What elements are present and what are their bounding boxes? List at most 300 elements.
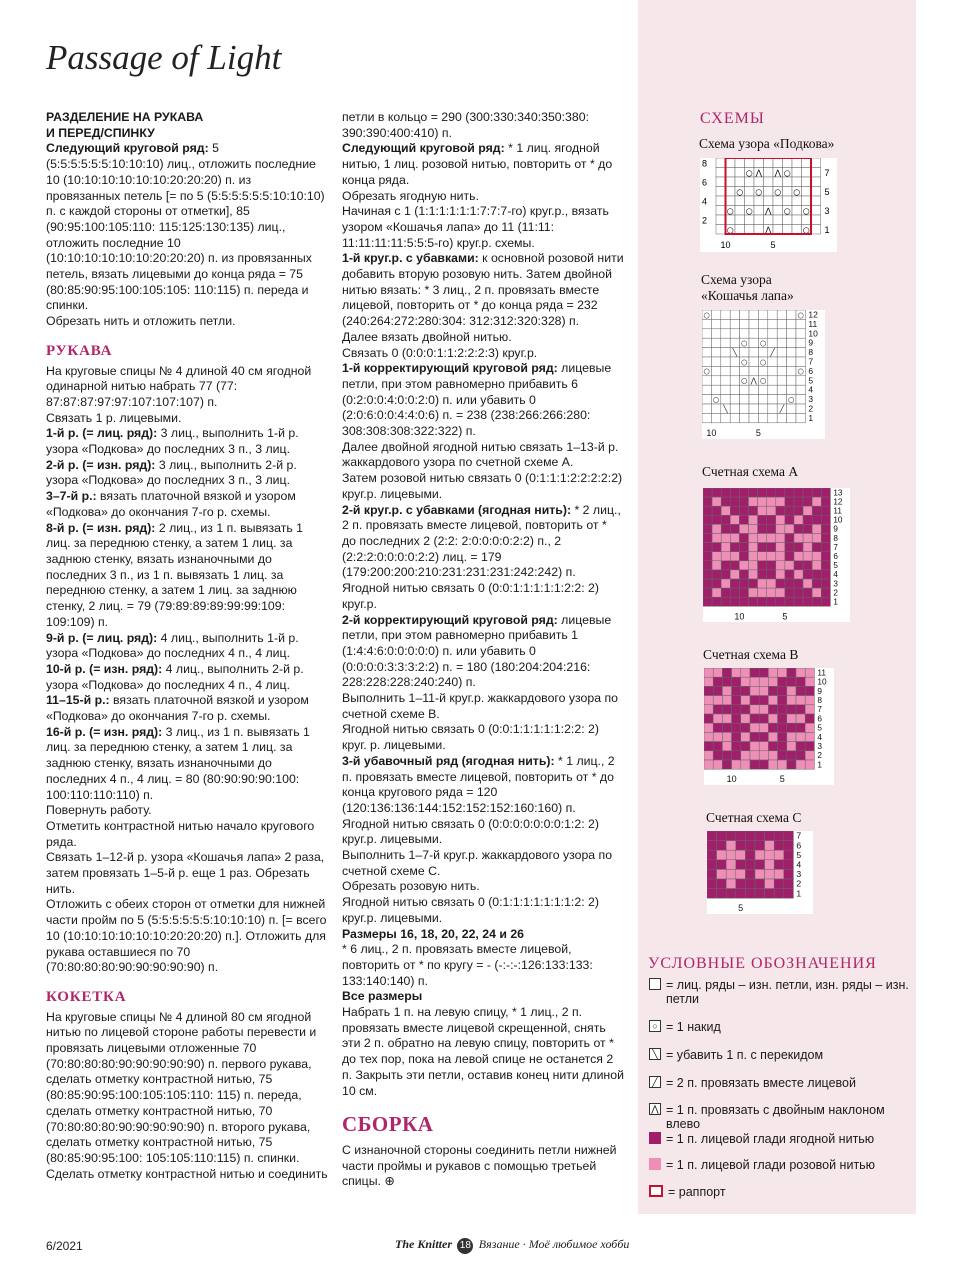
column-label: 5 (782, 611, 788, 622)
row-label: 7 (808, 356, 814, 367)
chart-cell (703, 497, 712, 506)
paragraph (46, 411, 328, 427)
chart-cell (713, 714, 722, 723)
chart-cell (739, 588, 748, 597)
chart-cell (716, 187, 726, 197)
chart-cell (803, 524, 812, 533)
chart-cell (721, 338, 730, 347)
chart-cell (722, 723, 731, 732)
paragraph (342, 346, 624, 362)
stitch-symbol: ╲ (723, 404, 728, 414)
chart-cell (703, 524, 712, 533)
pink-icon (649, 1158, 661, 1170)
chart-cell (802, 158, 812, 168)
paragraph-text: Ягодной нитью связать 0 (0:0:1:1:1:1:1:2:2: 2) круг. р. лицевыми. (342, 722, 599, 753)
row-label: 10 (833, 515, 843, 525)
chart-cell (796, 395, 805, 404)
row-label: 6 (796, 840, 802, 851)
chart-cell (776, 543, 785, 552)
column-label: 10 (720, 240, 731, 250)
chart-cell (812, 524, 821, 533)
chart-cell (787, 366, 796, 375)
chart-cell (704, 705, 713, 714)
chart-cell (802, 187, 812, 197)
chart-cell (721, 552, 730, 561)
chart-cell (736, 860, 746, 870)
chart-b (704, 668, 834, 785)
chart-cell (739, 543, 748, 552)
chart-cell (726, 215, 736, 225)
chart-cell (758, 413, 767, 422)
chart-cell (730, 488, 739, 497)
chart-cell (704, 751, 713, 760)
chart-cell (711, 329, 720, 338)
chart-cell (754, 225, 764, 235)
subheading: И ПЕРЕД/СПИНКУ (46, 125, 155, 140)
chart-cell (783, 196, 793, 206)
legend-label: = лиц. ряды – изн. петли, изн. ряды – изн. петли (666, 978, 909, 1006)
row-label: 4 (796, 859, 802, 870)
chart-cell (721, 597, 730, 606)
chart-cell (794, 506, 803, 515)
paragraph-text: С изнаночной стороны соединить петли нижней части проймы и рукавов с помощью третьей спицы. ⊕ (342, 1143, 617, 1189)
chart-cell (717, 889, 727, 899)
chart-cell (764, 215, 774, 225)
chart-cell (787, 732, 796, 741)
paragraph-text: 2 лиц., из 1 п. вывязать 1 лиц. за переднюю стенку, а затем 1 лиц. за заднюю стенку, вязать изнаночными до последних 3 п., из 1 п. вывязать 1 лиц. за переднюю стенку, а затем 1 лиц. за заднюю стенку, 2 лиц. = 79 (79:89:89:89:99:99:109: 109:109) п. (46, 520, 304, 629)
chart-cell (713, 696, 722, 705)
chart-cell (739, 488, 748, 497)
chart-cell (721, 385, 730, 394)
chart-cell (702, 385, 711, 394)
paragraph (342, 189, 624, 205)
chart-cell (730, 310, 739, 319)
chart-cell (740, 385, 749, 394)
chart-cell (745, 879, 755, 889)
text-column-left (46, 110, 328, 1182)
chart-cell (787, 677, 796, 686)
chart-cell (803, 506, 812, 515)
chart-cell (703, 588, 712, 597)
chart-cell (805, 677, 814, 686)
row-label: 3 (824, 206, 830, 217)
chart-cell (749, 366, 758, 375)
stitch-symbol: ○ (759, 338, 767, 348)
row-label: 6 (808, 365, 814, 376)
chart-cell (716, 215, 726, 225)
chart-cell (758, 497, 767, 506)
chart-cell (803, 588, 812, 597)
chart-cell (736, 869, 746, 879)
paragraph-text: * 6 лиц., 2 п. провязать вместе лицевой, повторить от * по кругу = - (-:-:-:126:133:133: 133:140:140) п. (342, 942, 593, 988)
chart-cell (768, 723, 777, 732)
paragraph (342, 1005, 624, 1099)
chart-cell (703, 579, 712, 588)
chart-cell (821, 497, 830, 506)
chart-cell (758, 385, 767, 394)
chart-cell (712, 579, 721, 588)
chart-cell (765, 869, 775, 879)
chart-cell (741, 714, 750, 723)
chart-cell (732, 668, 741, 677)
chart-cell (777, 366, 786, 375)
chart-cell (787, 329, 796, 338)
chart-cell (711, 338, 720, 347)
chart-cell (778, 705, 787, 714)
chart-cell (796, 413, 805, 422)
chart-cell (796, 668, 805, 677)
row-label: 8 (833, 533, 838, 543)
row-label: 3 (808, 394, 814, 405)
chart-cell (749, 524, 758, 533)
chart-cell (773, 196, 783, 206)
chart-cell (749, 395, 758, 404)
paragraph (46, 314, 328, 330)
chart-cell (730, 524, 739, 533)
magazine-tagline: Вязание · Моё любимое хобби (478, 1237, 630, 1251)
chart-cell (730, 338, 739, 347)
chart-cell (702, 395, 711, 404)
chart-cell (785, 588, 794, 597)
magazine-name: The Knitter (395, 1237, 453, 1251)
stitch-symbol: ⋀ (764, 206, 772, 216)
chart-cell (726, 177, 736, 187)
chart-cell (749, 357, 758, 366)
chart-cell (740, 366, 749, 375)
chart-cell (749, 588, 758, 597)
stitch-symbol: ○ (802, 225, 810, 235)
chart-cell (741, 677, 750, 686)
chart-cell (759, 696, 768, 705)
paragraph (342, 440, 624, 471)
paragraph-text: На круговые спицы № 4 длиной 40 см ягодной одинарной нитью набрать 77 (77: 87:87:87:97:97:107:107:107) п. (46, 363, 312, 409)
chart-cell (712, 506, 721, 515)
chart-cell (740, 413, 749, 422)
chart-cell (707, 860, 717, 870)
chart-cell (759, 723, 768, 732)
issue-date: 6/2021 (46, 1239, 83, 1253)
chart-cell (735, 206, 745, 216)
chart-cell (745, 869, 755, 879)
section-heading: РУКАВА (46, 342, 113, 359)
paragraph-text: петли в кольцо = 290 (300:330:340:350:380: 390:390:400:410) п. (342, 110, 589, 140)
chart-cell (767, 588, 776, 597)
paragraph-text: Связать 0 (0:0:0:1:1:2:2:2:3) круг.р. (342, 345, 538, 360)
chart-cell (722, 732, 731, 741)
paragraph (46, 693, 328, 724)
double-dec-icon: ⋀ (649, 1103, 661, 1115)
chart-cell (796, 723, 805, 732)
chart-cell (704, 723, 713, 732)
chart-cell (805, 742, 814, 751)
stitch-symbol: ○ (797, 310, 804, 320)
chart-cell (796, 686, 805, 695)
chart-cell (803, 570, 812, 579)
chart-cell (716, 196, 726, 206)
chart-cell (759, 732, 768, 741)
chart-cell (821, 588, 830, 597)
chart-cell (777, 357, 786, 366)
chart-cell (768, 686, 777, 695)
chart-cell (712, 515, 721, 524)
chart-cell (749, 310, 758, 319)
chart-cell (796, 348, 805, 357)
row-label: 1 (817, 760, 823, 770)
chart-cell (812, 543, 821, 552)
chart-cell (792, 225, 802, 235)
chart-cell (745, 158, 755, 168)
row-label: 8 (817, 695, 823, 705)
chart-cell (730, 597, 739, 606)
stitch-symbol: ○ (726, 206, 734, 216)
chart-cell (704, 714, 713, 723)
chart-cell (765, 879, 775, 889)
chart-cell (768, 714, 777, 723)
chart-cell (702, 357, 711, 366)
paragraph (342, 989, 624, 1005)
chart-cell (777, 413, 786, 422)
chart-cell (768, 357, 777, 366)
chart-cell (735, 225, 745, 235)
chart-cell (759, 760, 768, 769)
chart-cell (802, 168, 812, 178)
row-label: 7 (796, 831, 802, 841)
chart-cell (721, 413, 730, 422)
chart-cell (768, 310, 777, 319)
row-label: 2 (702, 215, 708, 226)
chart-cell (726, 850, 736, 860)
chart-cell (776, 488, 785, 497)
chart-cell (794, 524, 803, 533)
chart-cell (778, 686, 787, 695)
stitch-symbol: ○ (788, 394, 795, 404)
paragraph (342, 251, 624, 330)
row-label: 4 (833, 570, 838, 580)
chart-cell (768, 413, 777, 422)
stitch-symbol: ╱ (770, 347, 775, 357)
chart-cell (812, 534, 821, 543)
chart-cell (768, 385, 777, 394)
chart-horseshoe-title: Схема узора «Подкова» (699, 136, 835, 151)
paragraph (342, 722, 624, 753)
chart-cell (792, 206, 802, 216)
chart-cell (796, 732, 805, 741)
stitch-symbol: ○ (797, 366, 804, 376)
paragraph (46, 897, 328, 976)
chart-cell (735, 196, 745, 206)
chart-cell (755, 841, 765, 851)
chart-cell (796, 385, 805, 394)
chart-cell (785, 524, 794, 533)
chart-cell (749, 338, 758, 347)
chart-cell (735, 215, 745, 225)
chart-cell (721, 395, 730, 404)
chart-cell (787, 357, 796, 366)
paragraph (342, 927, 624, 943)
paragraph-text: к основной розовой нити добавить вторую розовую нить. Затем двойной нитью вязать: * 3 лиц., 2 п. провязать вместе лицевой, повторить от * до конца ряда = 232 (240:264:272:280:304: 312:312:320:328) п. (342, 251, 624, 329)
chart-cell (767, 561, 776, 570)
row-label: 8 (702, 158, 708, 169)
chart-cell (726, 879, 736, 889)
paragraph-lead: 10-й р. (= изн. ряд): (46, 661, 163, 676)
chart-cell (774, 850, 784, 860)
chart-cell (821, 579, 830, 588)
chart-cell (713, 751, 722, 760)
chart-cell (745, 889, 755, 899)
chart-cell (712, 488, 721, 497)
chart-cell (758, 570, 767, 579)
chart-cell (732, 732, 741, 741)
chart-cell (741, 705, 750, 714)
paragraph-text: * 1 лиц. ягодной нитью, 1 лиц. розовой нитью, повторить от * до конца ряда. (342, 141, 613, 187)
legend-item (649, 1158, 914, 1172)
chart-cell (703, 515, 712, 524)
chart-cell (755, 869, 765, 879)
legend-label: = раппорт (668, 1185, 726, 1199)
paragraph-lead: 9-й р. (= лиц. ряд): (46, 630, 158, 645)
chart-cell (754, 158, 764, 168)
chart-cell (784, 860, 794, 870)
chart-cell (755, 831, 765, 841)
row-label: 1 (808, 412, 814, 423)
chart-c-title: Счетная схема С (706, 810, 802, 825)
chart-cell (722, 677, 731, 686)
chart-cell (713, 668, 722, 677)
chart-cell (703, 534, 712, 543)
chart-cell (785, 597, 794, 606)
paragraph (46, 141, 328, 314)
paragraph-text: Связать 1 р. лицевыми. (46, 410, 182, 425)
chart-cell (767, 543, 776, 552)
chart-cell (767, 497, 776, 506)
row-label: 9 (833, 524, 838, 534)
chart-cell (750, 686, 759, 695)
chart-cell (713, 760, 722, 769)
legend-item (649, 1076, 914, 1090)
stitch-symbol: ╱ (779, 404, 785, 414)
chart-cell (792, 158, 802, 168)
chart-cell (740, 310, 749, 319)
paragraph-text: 4 лиц., выполнить 2-й р. узора «Подкова» до последних 4 п., 4 лиц. (46, 661, 304, 692)
chart-cell (704, 732, 713, 741)
chart-cell (765, 831, 775, 841)
chart-cell (749, 329, 758, 338)
chart-cell (712, 570, 721, 579)
chart-cell (796, 357, 805, 366)
chart-cell (785, 543, 794, 552)
paragraph-lead: Следующий круговой ряд: (342, 141, 505, 156)
chart-cell (785, 570, 794, 579)
repeat-icon (649, 1185, 663, 1197)
chart-cell (711, 385, 720, 394)
row-label: 7 (824, 168, 830, 179)
paragraph-lead: 11–15-й р.: (46, 693, 110, 708)
chart-cell (773, 177, 783, 187)
chart-cell (712, 552, 721, 561)
chart-horseshoe (700, 158, 837, 252)
chart-cell (758, 534, 767, 543)
row-label: 3 (833, 579, 838, 589)
chart-cell (768, 742, 777, 751)
stitch-symbol: ○ (703, 366, 710, 376)
chart-cell (749, 497, 758, 506)
chart-cell (784, 831, 794, 841)
paragraph-lead: 1-й р. (= лиц. ряд): (46, 426, 158, 441)
chart-cell (768, 329, 777, 338)
chart-cell (794, 561, 803, 570)
chart-cell (796, 760, 805, 769)
paragraph-lead: 1-й круг.р. с убавками: (342, 251, 479, 266)
chart-cell (778, 714, 787, 723)
chart-cell (764, 196, 774, 206)
stitch-symbol: ⋀ (750, 376, 757, 386)
paragraph (46, 521, 328, 631)
chart-cell (765, 850, 775, 860)
chart-cell (732, 751, 741, 760)
chart-cell (768, 668, 777, 677)
chart-cell (776, 597, 785, 606)
chart-cell (778, 760, 787, 769)
chart-cell (736, 841, 746, 851)
chart-cell (802, 196, 812, 206)
chart-cell (776, 524, 785, 533)
stitch-symbol: ○ (759, 376, 767, 386)
chart-cell (758, 515, 767, 524)
chart-cell (703, 488, 712, 497)
column-label: 5 (770, 240, 776, 250)
chart-cell (812, 597, 821, 606)
chart-cell (768, 751, 777, 760)
row-label: 1 (824, 225, 830, 236)
text-column-right (342, 110, 624, 1190)
chart-cell (717, 869, 727, 879)
chart-cell (785, 488, 794, 497)
chart-cell (764, 158, 774, 168)
stitch-symbol: ○ (745, 206, 753, 216)
chart-cell (774, 889, 784, 899)
chart-cell (765, 841, 775, 851)
legend-label: = 1 п. провязать с двойным наклоном влево (666, 1103, 885, 1131)
chart-cell (811, 225, 821, 235)
chart-cell (726, 841, 736, 851)
chart-cell (749, 534, 758, 543)
chart-c (707, 831, 813, 914)
chart-cell (783, 158, 793, 168)
chart-cell (713, 732, 722, 741)
chart-cell (768, 366, 777, 375)
chart-cell (750, 668, 759, 677)
chart-cell (730, 534, 739, 543)
chart-cell (821, 597, 830, 606)
chart-cell (721, 534, 730, 543)
chart-cell (730, 543, 739, 552)
chart-cell (704, 742, 713, 751)
chart-cell (821, 506, 830, 515)
chart-cell (812, 497, 821, 506)
paragraph-text: лицевые петли, при этом равномерно прибавить 6 (0:2:0:0:4:0:0:2:0) п. или убавить 0 (2:0:6:0:0:4:4:0:6) п. = 238 (238:266:266:280: 308:308:308:322:322) п. (342, 361, 612, 439)
chart-cell (726, 187, 736, 197)
chart-cell (758, 329, 767, 338)
stitch-symbol: ○ (802, 206, 810, 216)
chart-cell (764, 168, 774, 178)
chart-cell (745, 850, 755, 860)
chart-cell (803, 561, 812, 570)
chart-cell (777, 329, 786, 338)
stitch-symbol: ○ (736, 187, 744, 197)
chart-cell (702, 348, 711, 357)
stitch-symbol: ○ (759, 357, 767, 367)
stitch-symbol: ⋀ (774, 168, 782, 178)
